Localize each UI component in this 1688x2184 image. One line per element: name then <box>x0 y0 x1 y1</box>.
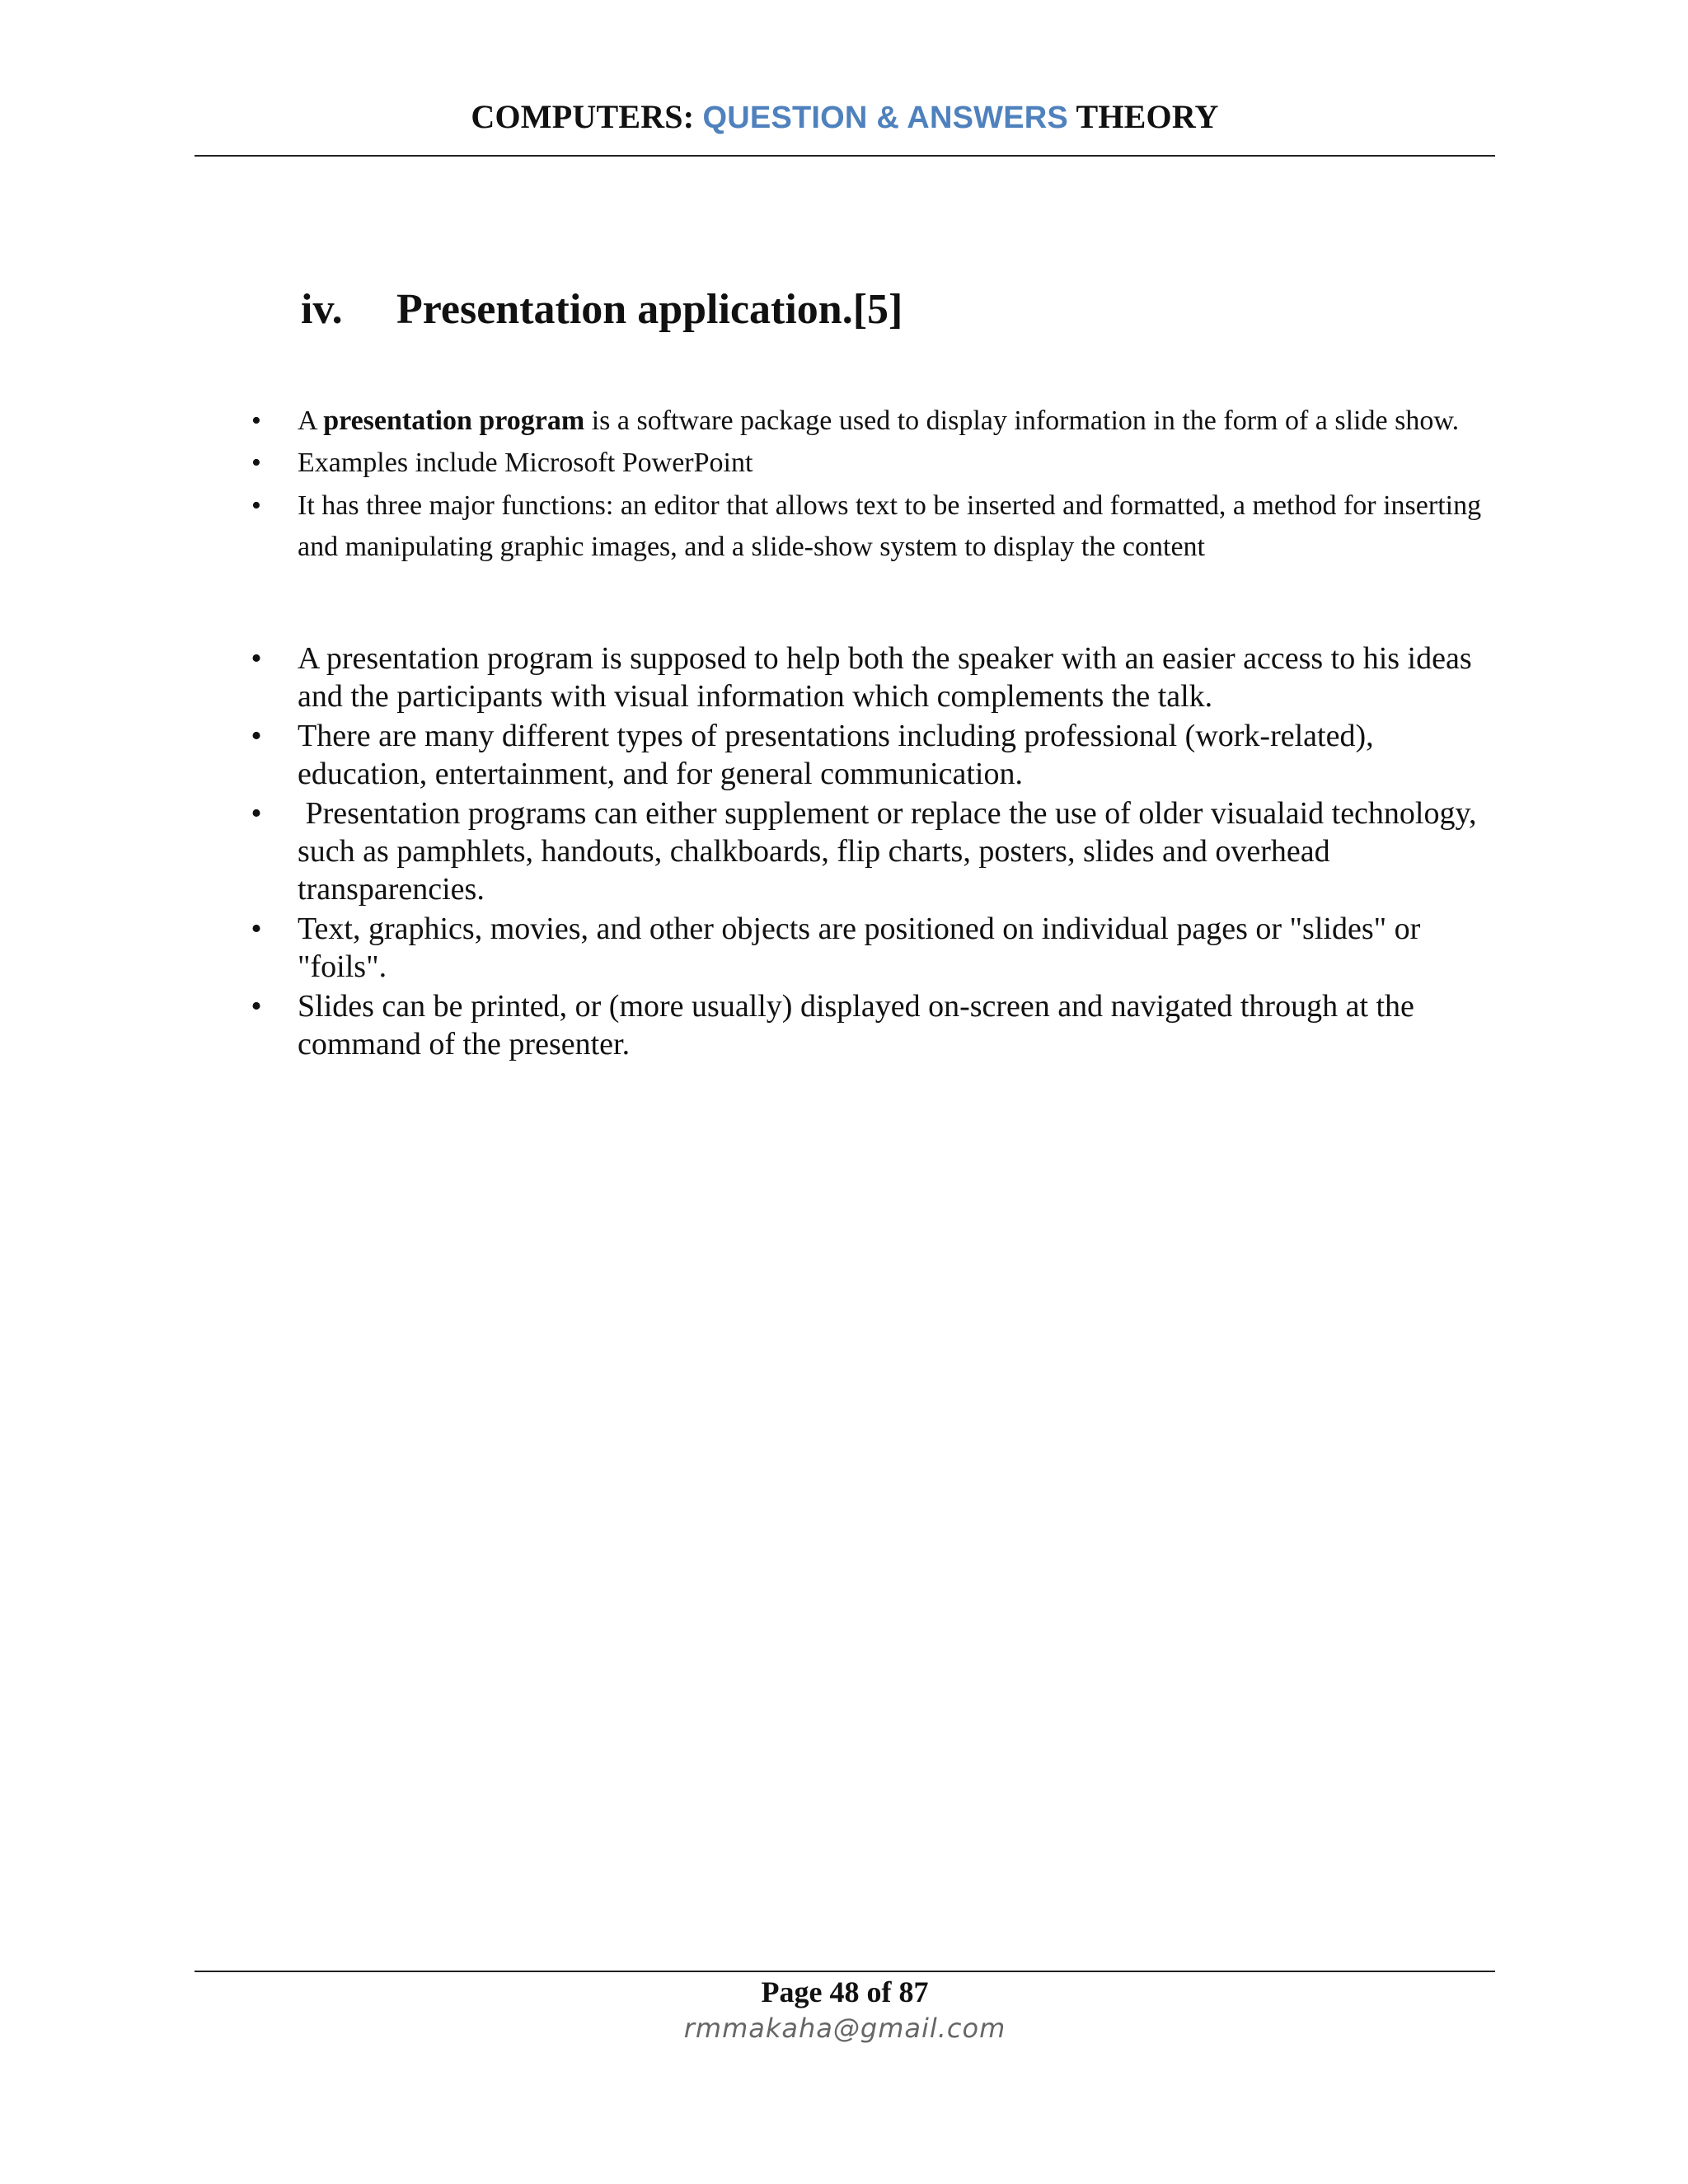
list-item <box>244 910 1505 986</box>
bullet-icon: • <box>251 405 261 436</box>
bullet-list-large <box>244 640 1505 1065</box>
list-item <box>244 443 1505 484</box>
list-item <box>244 717 1505 793</box>
bullet-text: Examples include Microsoft PowerPoint <box>298 448 753 478</box>
bullet-list-small <box>244 401 1505 569</box>
bullet-bold-term: presentation program <box>323 405 585 436</box>
bullet-text: Text, graphics, movies, and other objects are positioned on individual pages or "slides" or "foils". <box>298 912 1421 984</box>
header-rule <box>195 155 1495 157</box>
list-item <box>244 401 1505 442</box>
running-header <box>195 97 1495 136</box>
header-accent: QUESTION & ANSWERS <box>702 101 1068 135</box>
section-title: Presentation application.[5] <box>396 286 903 333</box>
bullet-icon: • <box>251 490 261 521</box>
footer-email: rmmakaha@gmail.com <box>683 2013 1006 2044</box>
list-item <box>244 987 1505 1063</box>
page-number: Page 48 of 87 <box>761 1975 929 2008</box>
bullet-text: Slides can be printed, or (more usually) displayed on-screen and navigated through at the command of the presenter. <box>298 989 1414 1062</box>
list-item <box>244 485 1505 568</box>
bullet-icon: • <box>251 641 262 676</box>
header-subject: COMPUTERS <box>471 98 683 135</box>
bullet-text: There are many different types of presentations including professional (work-related), education, entertainment, and for general communication. <box>298 719 1374 791</box>
footer-rule <box>195 1971 1495 1972</box>
bullet-icon: • <box>251 912 262 946</box>
section-heading <box>301 285 903 334</box>
list-item <box>244 640 1505 715</box>
header-colon: : <box>682 98 695 135</box>
bullet-rest: is a software package used to display information in the form of a slide show. <box>584 405 1460 436</box>
bullet-prefix: A <box>298 405 324 436</box>
list-item <box>244 794 1505 908</box>
section-number: iv. <box>301 286 343 333</box>
bullet-icon: • <box>251 796 262 831</box>
bullet-icon: • <box>251 448 261 478</box>
bullet-icon: • <box>251 719 262 753</box>
bullet-text: It has three major functions: an editor that allows text to be inserted and formatted, a method for inserting and manipulating graphic images, and a slide-show system to display the content <box>298 490 1482 562</box>
bullet-text: Presentation programs can either supplement or replace the use of older visualaid technology, such as pamphlets, handouts, chalkboards, flip charts, posters, slides and overhead transparencies. <box>298 796 1485 907</box>
bullet-icon: • <box>251 989 262 1024</box>
bullet-text: A presentation program is supposed to help both the speaker with an easier access to his ideas and the participants with visual information which complements the talk. <box>298 641 1472 714</box>
header-theory: THEORY <box>1076 98 1219 135</box>
